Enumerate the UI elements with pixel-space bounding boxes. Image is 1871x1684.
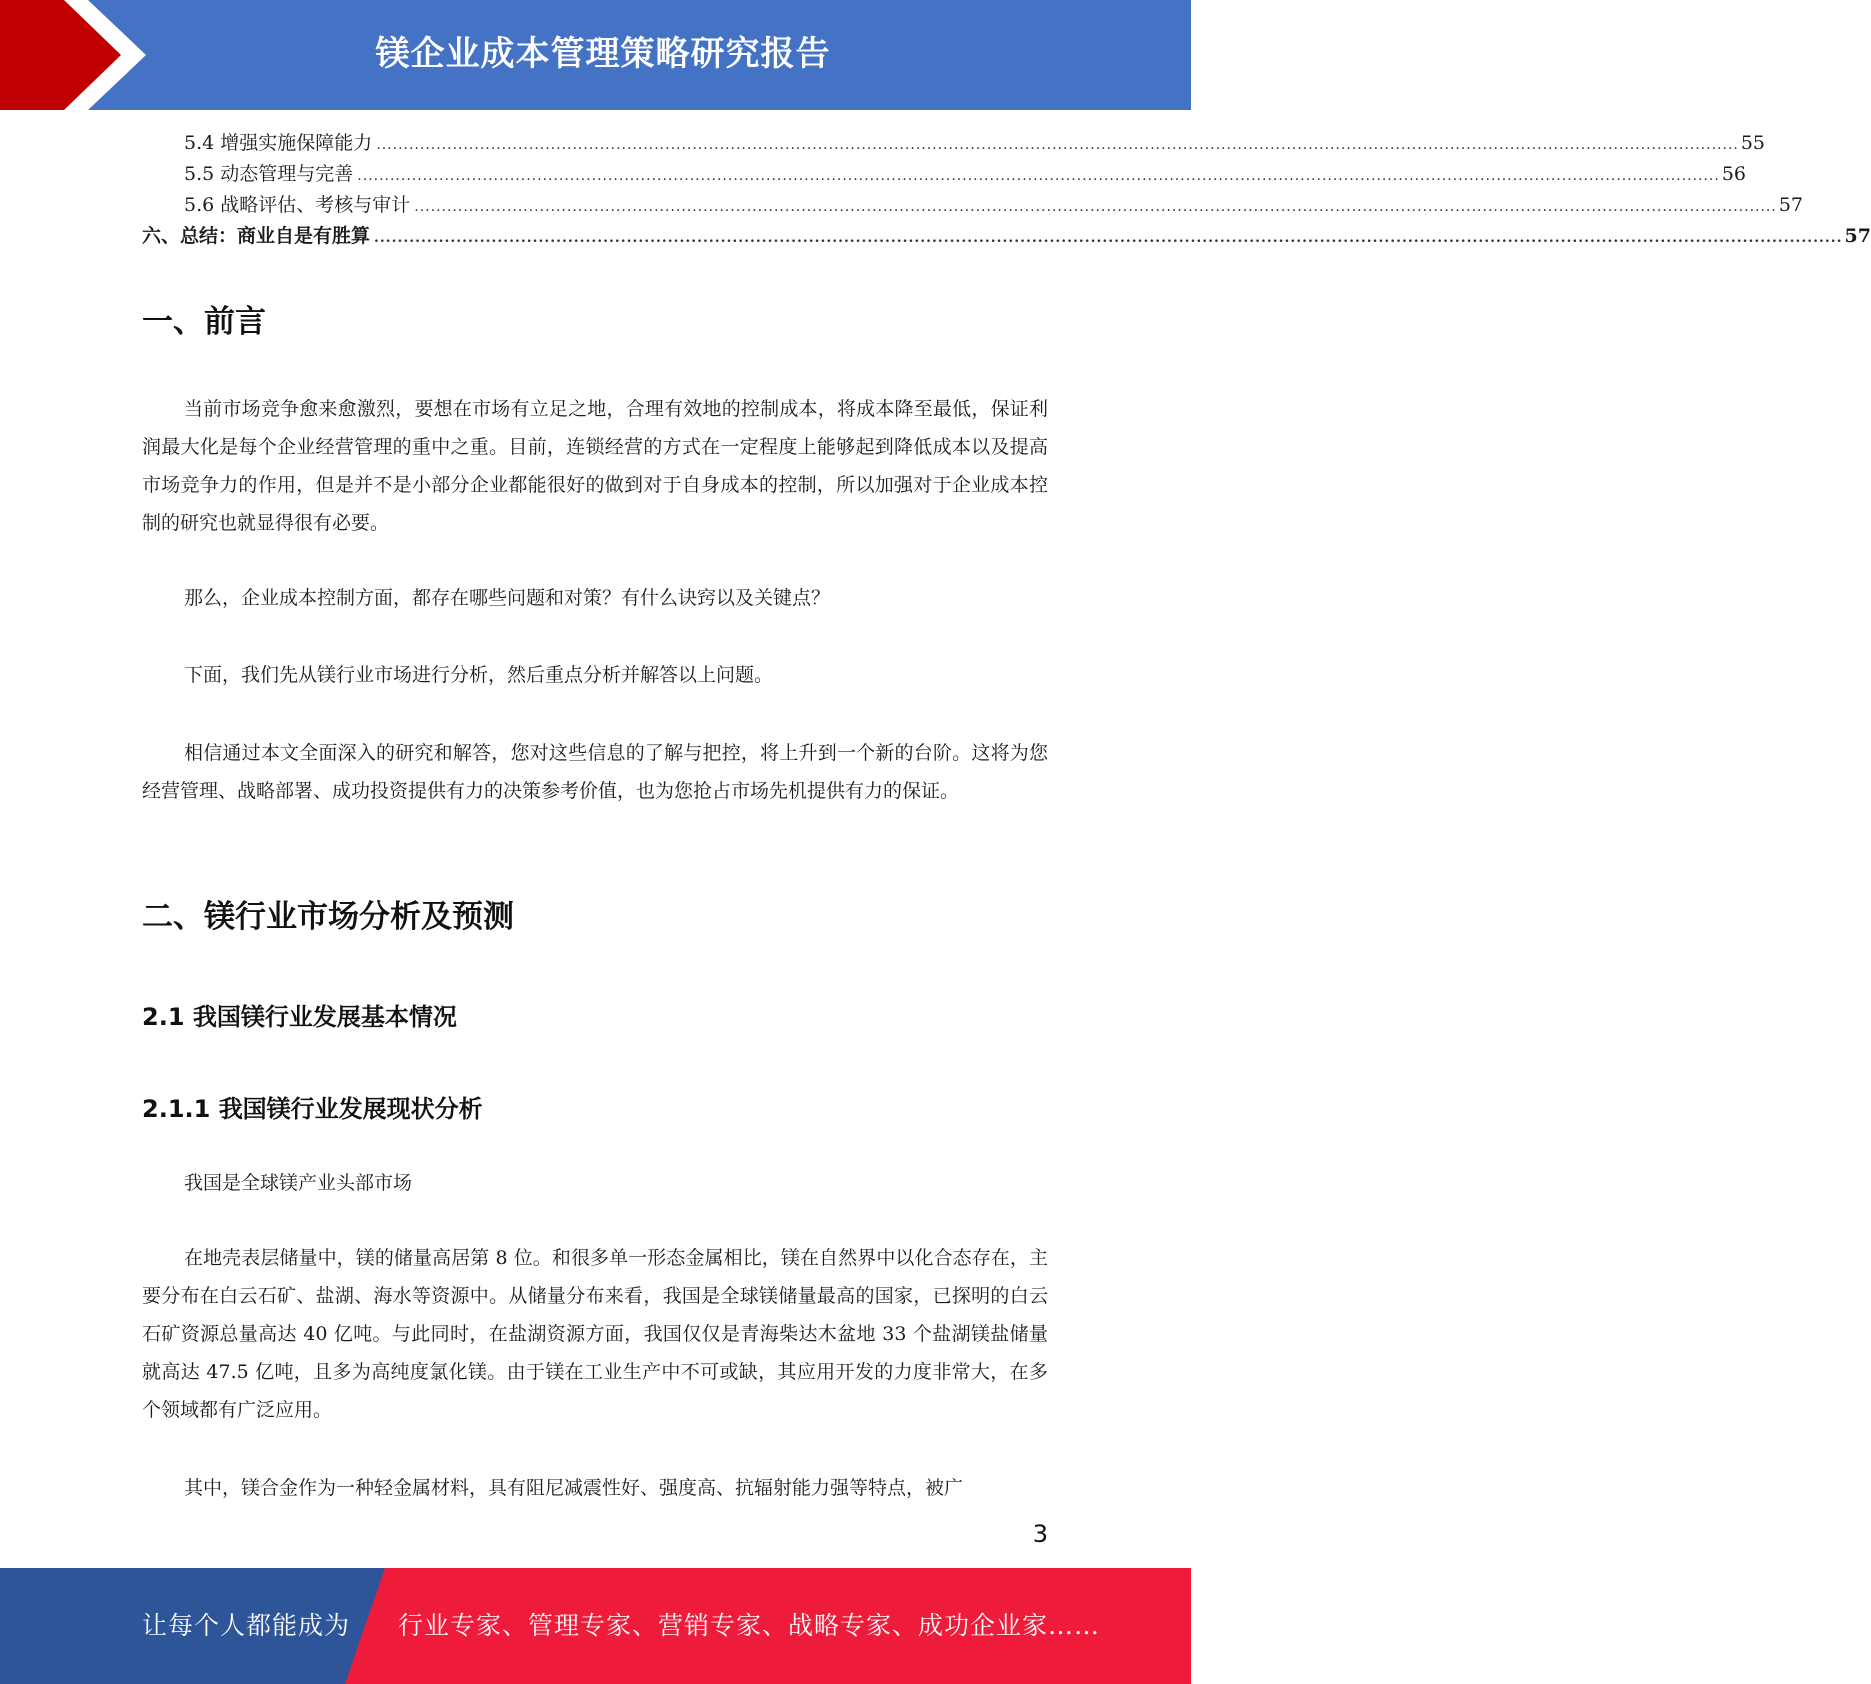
section-heading: 一、前言 (142, 304, 266, 340)
toc-leader-dots: .......................................................................................................................................................................................................................................................... (374, 230, 1843, 246)
toc-entry-label: 六、总结：商业自是有胜算 (142, 225, 371, 247)
toc-entry-page: 55 (1740, 132, 1766, 154)
section-heading: 二、镁行业市场分析及预测 (142, 899, 514, 935)
footer-slogan-left: 让每个人都能成为 (142, 1611, 351, 1640)
toc-entry[interactable] (142, 130, 1766, 156)
paragraph: 在地壳表层储量中，镁的储量高居第 8 位。和很多单一形态金属相比，镁在自然界中以化合态存在，主要分布在白云石矿、盐湖、海水等资源中。从储量分布来看，我国是全球镁储量最高的国家，已探明的白云石矿资源总量高达 40 亿吨。与此同时，在盐湖资源方面，我国仅仅是青海柴达木盆地 33 个盐湖镁盐储量就高达 47.5 亿吨，且多为高纯度氯化镁。由于镁在工业生产中不可或缺，其应用开发的力度非常大，在多个领域都有广泛应用。 (142, 1247, 1048, 1421)
paragraph: 那么，企业成本控制方面，都存在哪些问题和对策？有什么诀窍以及关键点？ (184, 587, 831, 609)
toc-entry-page: 56 (1721, 163, 1747, 185)
toc-entry-label: 5.4 增强实施保障能力 (184, 132, 373, 154)
subsection-heading: 2.1 我国镁行业发展基本情况 (142, 1003, 457, 1031)
page-number: 3 (1032, 1520, 1048, 1548)
toc-entry-page: 57 (1844, 225, 1871, 247)
paragraph: 我国是全球镁产业头部市场 (184, 1172, 413, 1194)
toc-leader-dots: .......................................................................................................................................................................................................................................................... (414, 199, 1777, 215)
page-header (0, 0, 1191, 110)
footer-slogan-right: 行业专家、管理专家、营销专家、战略专家、成功企业家…… (398, 1611, 1101, 1640)
toc-entry[interactable] (142, 223, 1871, 249)
toc-entry[interactable] (142, 192, 1804, 218)
toc-leader-dots: .......................................................................................................................................................................................................................................................... (376, 137, 1739, 153)
paragraph: 当前市场竞争愈来愈激烈，要想在市场有立足之地，合理有效地的控制成本，将成本降至最低，保证利润最大化是每个企业经营管理的重中之重。目前，连锁经营的方式在一定程度上能够起到降低成本以及提高市场竞争力的作用，但是并不是小部分企业都能很好的做到对于自身成本的控制，所以加强对于企业成本控制的研究也就显得很有必要。 (142, 398, 1048, 534)
toc-entry-label: 5.5 动态管理与完善 (184, 163, 354, 185)
report-title: 镁企业成本管理策略研究报告 (375, 34, 831, 74)
paragraph: 其中，镁合金作为一种轻金属材料，具有阻尼减震性好、强度高、抗辐射能力强等特点，被广 (184, 1477, 964, 1499)
toc-entry-label: 5.6 战略评估、考核与审计 (184, 194, 411, 216)
paragraph: 下面，我们先从镁行业市场进行分析，然后重点分析并解答以上问题。 (184, 664, 774, 686)
toc-entry-page: 57 (1778, 194, 1804, 216)
toc-leader-dots: .......................................................................................................................................................................................................................................................... (357, 168, 1720, 184)
subsection-heading: 2.1.1 我国镁行业发展现状分析 (142, 1095, 483, 1123)
toc-entry[interactable] (142, 161, 1747, 187)
paragraph: 相信通过本文全面深入的研究和解答，您对这些信息的了解与把控，将上升到一个新的台阶。这将为您经营管理、战略部署、成功投资提供有力的决策参考价值，也为您抢占市场先机提供有力的保证。 (142, 742, 1048, 802)
page-footer (0, 1568, 1191, 1684)
